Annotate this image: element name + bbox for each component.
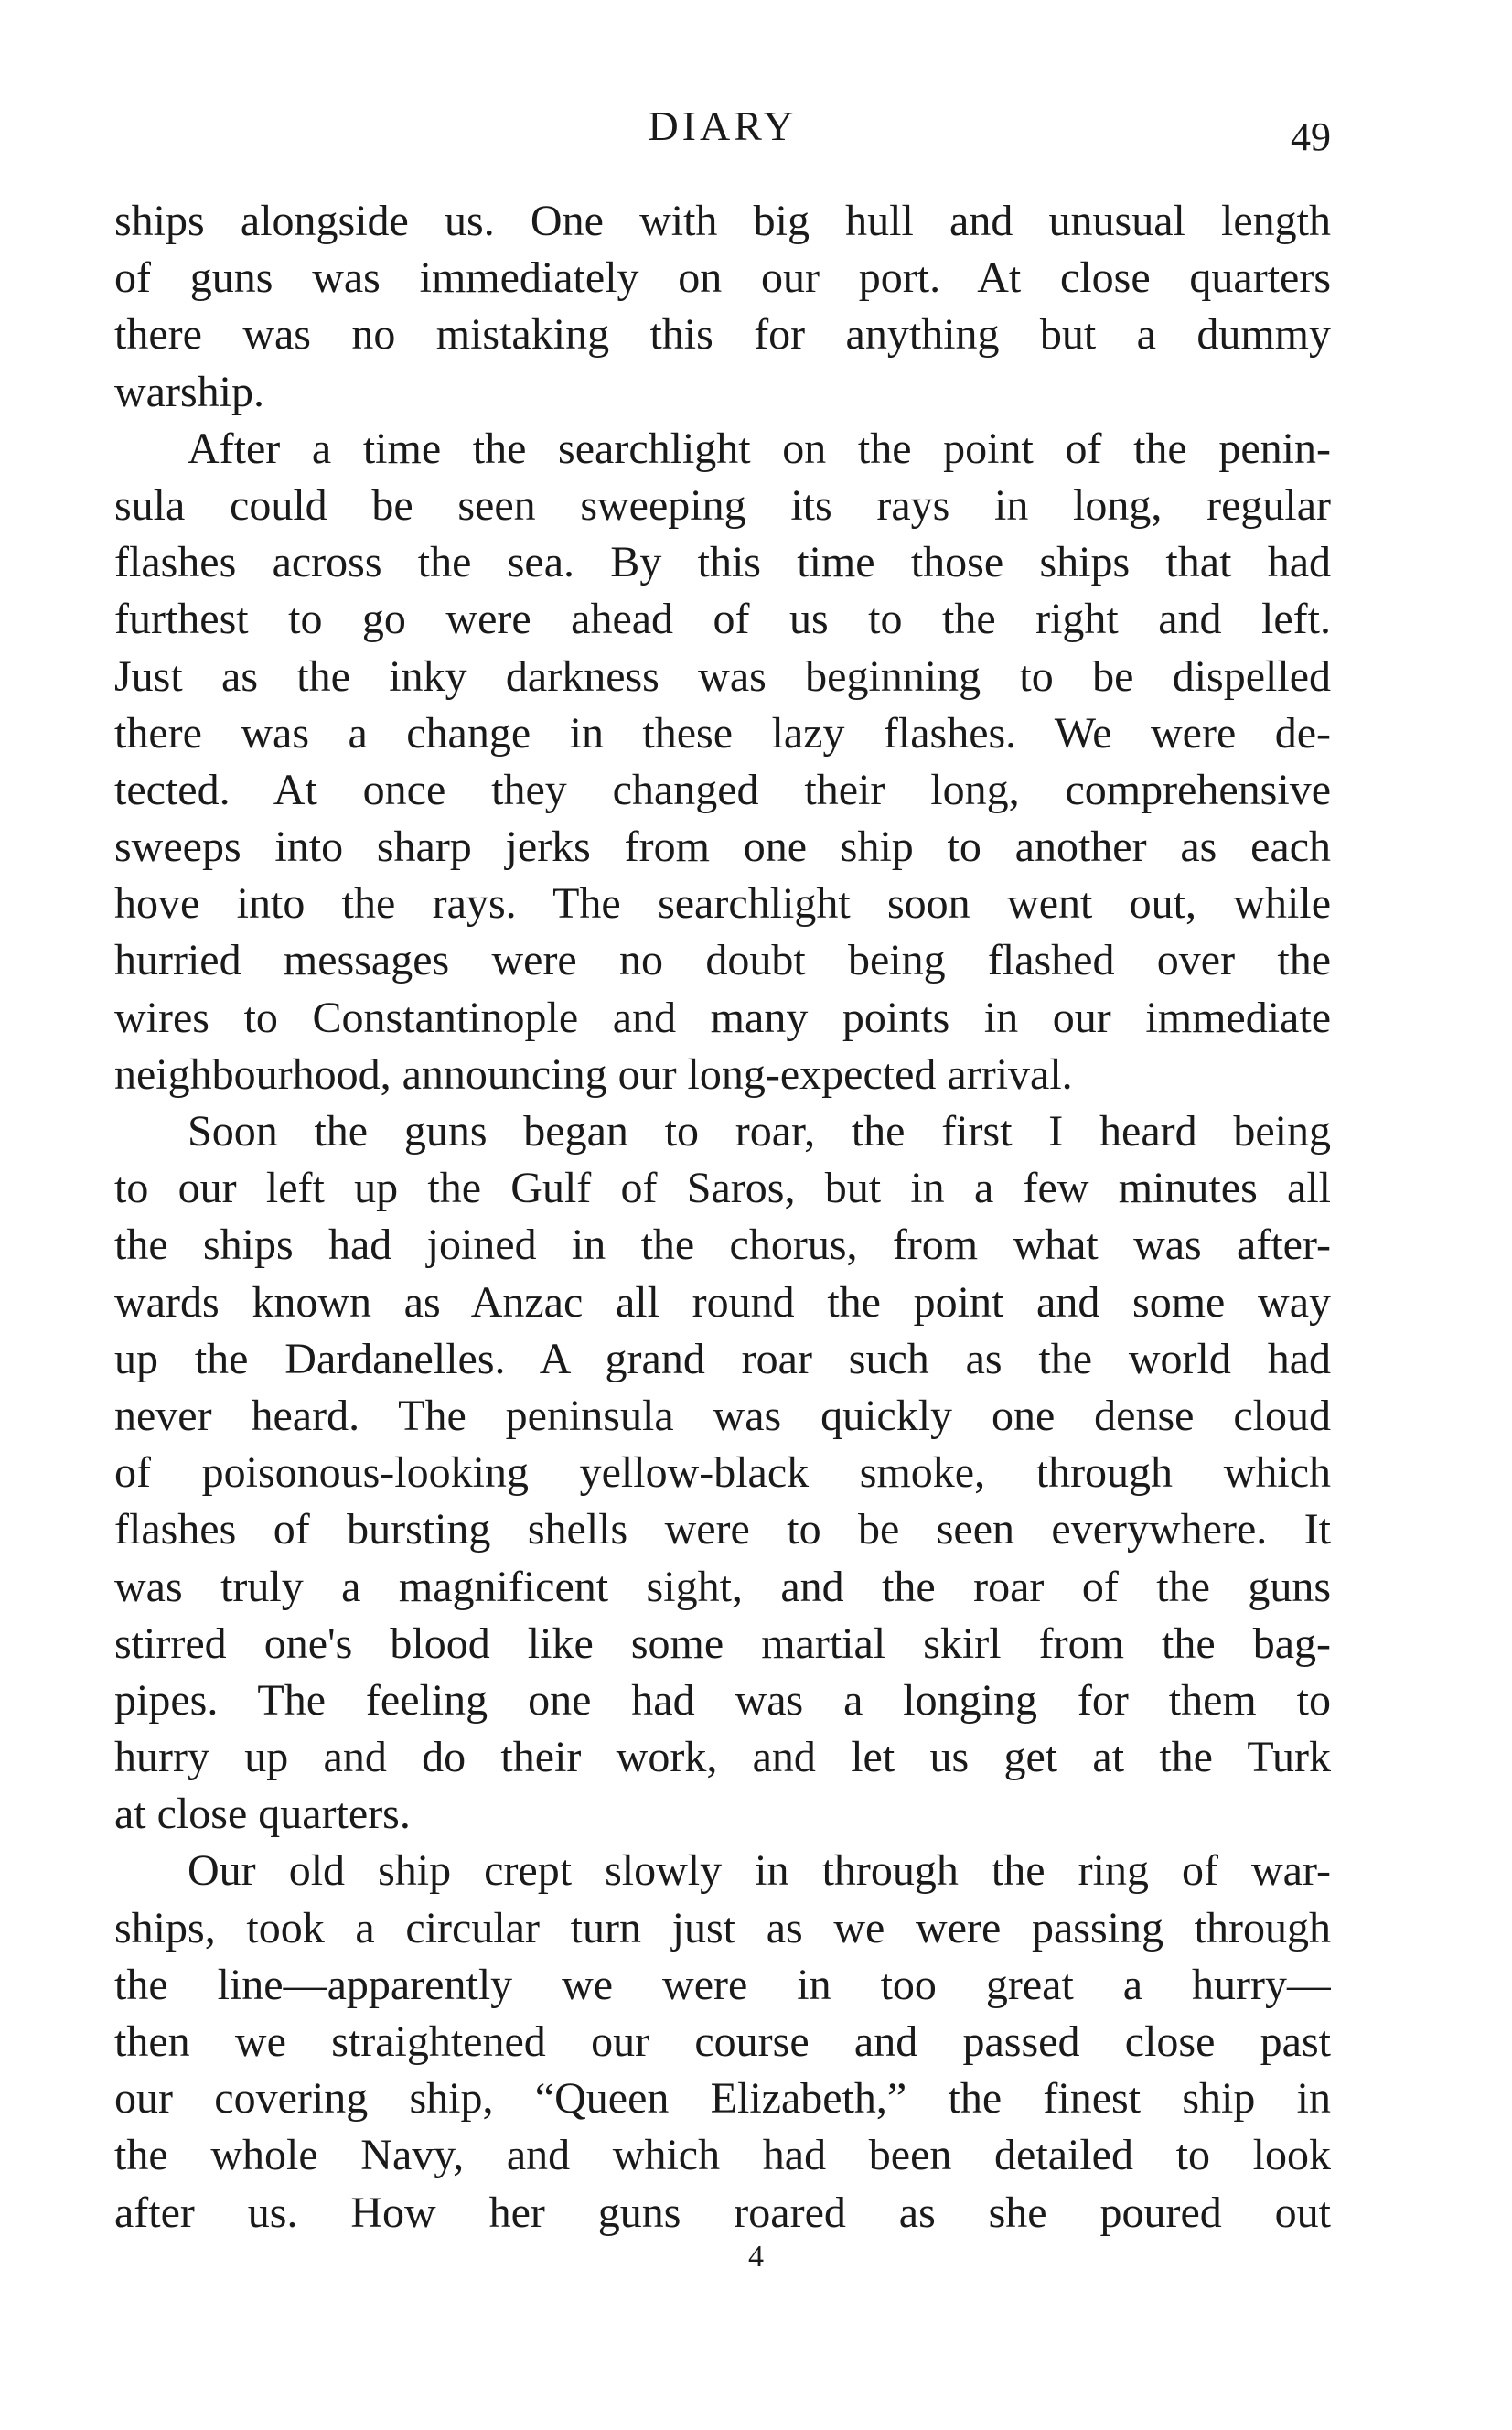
text-line: the whole Navy, and which had been detailed to look bbox=[114, 2131, 1331, 2180]
text-line: never heard. The peninsula was quickly one dense cloud bbox=[114, 1391, 1331, 1440]
text-line: furthest to go were ahead of us to the right and left. bbox=[114, 595, 1331, 644]
page-number: 49 bbox=[1291, 114, 1331, 159]
text-line: stirred one's blood like some martial skirl from the bag- bbox=[114, 1618, 1331, 1668]
text-line: hurried messages were no doubt being flashed over the bbox=[114, 936, 1331, 985]
text-line: of poisonous-looking yellow-black smoke, through which bbox=[114, 1448, 1331, 1498]
text-line: was truly a magnificent sight, and the roar of the guns bbox=[114, 1562, 1331, 1611]
text-line: neighbourhood, announcing our long-expected arrival. bbox=[114, 1049, 1073, 1099]
text-line: sula could be seen sweeping its rays in long, regular bbox=[114, 480, 1331, 530]
text-line: ships, took a circular turn just as we were passing through bbox=[114, 1903, 1331, 1952]
text-line: at close quarters. bbox=[114, 1790, 411, 1839]
signature-mark: 4 bbox=[748, 2240, 764, 2274]
text-line: after us. How her guns roared as she poured out bbox=[114, 2188, 1331, 2237]
text-line: flashes across the sea. By this time those ships that had bbox=[114, 538, 1331, 587]
text-line: there was a change in these lazy flashes. We were de- bbox=[114, 708, 1331, 758]
text-line: there was no mistaking this for anything but a dummy bbox=[114, 310, 1331, 360]
text-line: sweeps into sharp jerks from one ship to another as each bbox=[114, 823, 1331, 872]
text-line: Just as the inky darkness was beginning to be dispelled bbox=[114, 651, 1331, 701]
body-text bbox=[114, 193, 1331, 2242]
text-line: to our left up the Gulf of Saros, but in a few minutes all bbox=[114, 1164, 1331, 1213]
text-line: wards known as Anzac all round the point and some way bbox=[114, 1277, 1331, 1327]
text-line: our covering ship, “Queen Elizabeth,” the finest ship in bbox=[114, 2074, 1331, 2124]
paragraph-3 bbox=[114, 1103, 1331, 1843]
running-title: DIARY bbox=[648, 102, 798, 149]
text-line: After a time the searchlight on the point of the penin- bbox=[188, 424, 1331, 473]
text-line: tected. At once they changed their long, comprehensive bbox=[114, 765, 1331, 814]
text-line: Our old ship crept slowly in through the ring of war- bbox=[188, 1846, 1331, 1896]
text-line: Soon the guns began to roar, the first I heard being bbox=[188, 1107, 1331, 1156]
text-line: the ships had joined in the chorus, from what was after- bbox=[114, 1220, 1331, 1270]
running-head bbox=[114, 99, 1331, 159]
text-line: hove into the rays. The searchlight soon went out, while bbox=[114, 879, 1331, 929]
text-line: warship. bbox=[114, 367, 264, 416]
text-line: of guns was immediately on our port. At close quarters bbox=[114, 253, 1331, 303]
text-line: the line—apparently we were in too great a hurry— bbox=[114, 1960, 1331, 2009]
text-line: up the Dardanelles. A grand roar such as the world had bbox=[114, 1334, 1331, 1383]
text-line: pipes. The feeling one had was a longing for them to bbox=[114, 1675, 1331, 1725]
text-line: ships alongside us. One with big hull and unusual length bbox=[114, 197, 1331, 245]
paragraph-4 bbox=[114, 1843, 1331, 2241]
paragraph-2 bbox=[114, 421, 1331, 1103]
text-line: flashes of bursting shells were to be seen everywhere. It bbox=[114, 1505, 1331, 1554]
text-line: wires to Constantinople and many points in our immediate bbox=[114, 993, 1331, 1042]
text-line: hurry up and do their work, and let us get at the Turk bbox=[114, 1733, 1331, 1782]
text-line: then we straightened our course and passed close past bbox=[114, 2017, 1331, 2066]
paragraph-1 bbox=[114, 193, 1331, 421]
